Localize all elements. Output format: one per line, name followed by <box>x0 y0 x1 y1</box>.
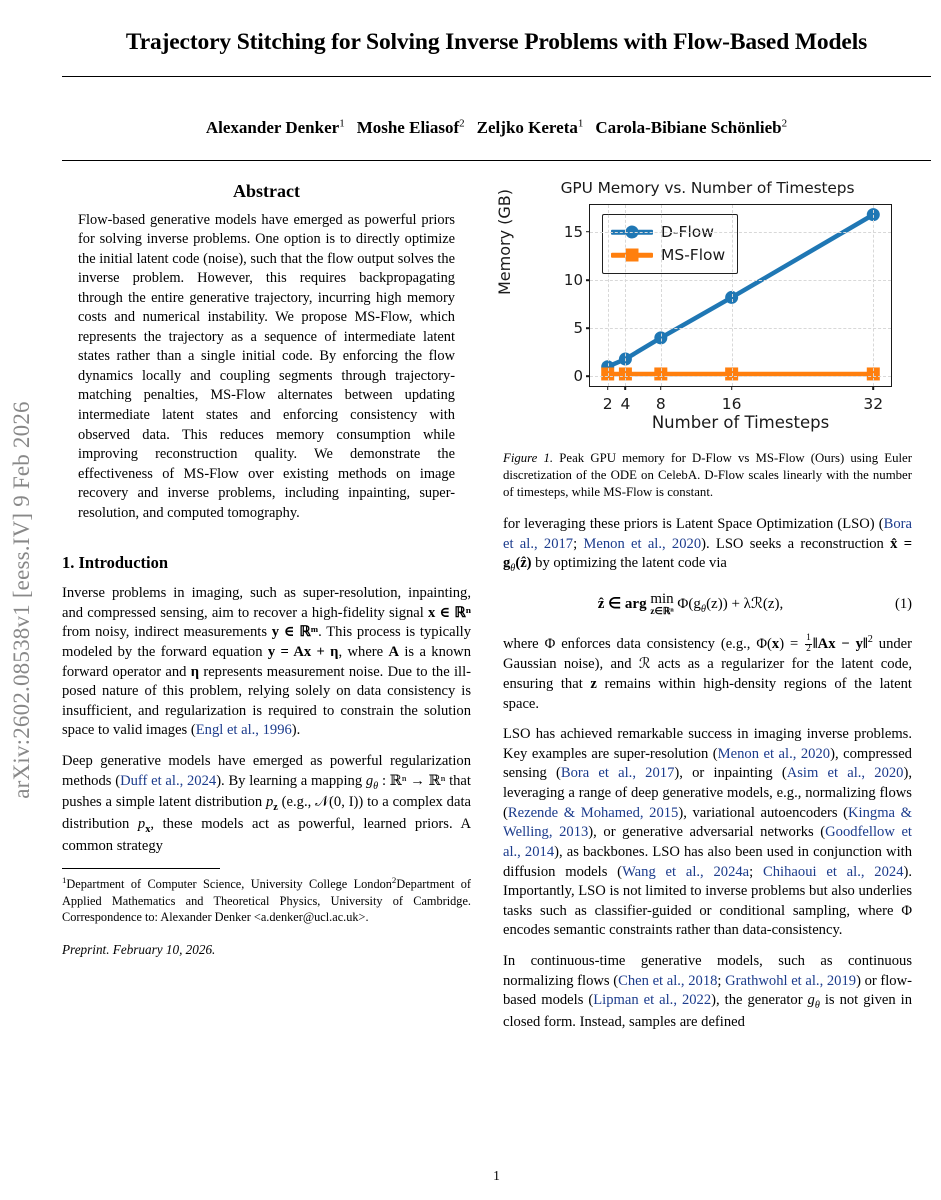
text-run: that pushes a simple latent distribution <box>62 772 471 811</box>
citation-rezende-mohamed-2015[interactable]: Rezende & Mohamed, 2015 <box>507 804 679 821</box>
abstract-heading: Abstract <box>233 180 300 201</box>
author-affiliation: 2 <box>781 117 788 130</box>
title-rule-top <box>62 76 931 77</box>
text-run: Inverse problems in imaging, such as super-resolution, inpainting, and compressed sensing, aim to recover a high-fidelity signal <box>62 585 471 621</box>
chart-title: GPU Memory vs. Number of Timesteps <box>560 178 855 197</box>
page-number: 1 <box>493 1168 500 1183</box>
citation-bora-2017[interactable]: Bora et al., 2017 <box>503 515 912 552</box>
text-run: ; <box>717 972 726 989</box>
title-block <box>52 0 941 161</box>
math-A: A <box>388 643 400 660</box>
chart-line-d-flow <box>608 214 874 366</box>
arxiv-stamp <box>0 0 44 1200</box>
chart-x-tick-mark <box>872 386 874 390</box>
equation-1 <box>503 592 912 618</box>
figure-caption-text: Peak GPU memory for D-Flow vs MS-Flow (Ours) using Euler discretization of the ODE on CelebA. D-Flow scales linearly with the number of timesteps, while MS-Flow is constant. <box>503 450 912 499</box>
author-list <box>52 117 941 138</box>
math-zhat: (ẑ) <box>515 555 532 572</box>
citation-menon-2020-b[interactable]: Menon et al., 2020 <box>717 745 831 762</box>
footnote-affiliations <box>62 875 471 925</box>
math-rn-to-rn: : ℝⁿ → ℝⁿ <box>378 772 446 789</box>
author-1 <box>357 118 465 137</box>
eq-theta-sub: θ <box>700 603 707 615</box>
author-3 <box>595 118 787 137</box>
abstract-text: Flow-based generative models have emerged as powerful priors for solving inverse problems. One option is to directly optimize the initial latent code (noise), such that the flow output solves the inverse problem. However, this requires backpropagating through the entire generative trajectory, incurring high memory costs and numerical instability. We propose MS-Flow, which represents the trajectory as a sequence of intermediate latent states rather than a single initial code. By enforcing the flow dynamics locally and coupling segments through trajectory-matching penalties, MS-Flow alternates between updating intermediate latent states and enforcing consistency with observed data. This reduces memory consumption while improving reconstruction quality. We demonstrate the effectiveness of MS-Flow over existing methods on image recovery and inverse problems, including inpainting, super-resolution, and computed tomography. <box>78 211 455 521</box>
citation-chen-2018[interactable]: Chen et al., 2018 <box>618 972 718 989</box>
text-run: from noisy, indirect measurements <box>62 624 272 641</box>
eq-min: min <box>650 590 674 607</box>
footnote-separator <box>62 868 220 869</box>
text-run: is a known forward operator and <box>62 643 472 680</box>
chart-x-tick-mark <box>660 386 662 390</box>
text-run: for leveraging these priors is Latent Space Optimization (LSO) ( <box>503 515 884 532</box>
fraction-denominator: 2 <box>806 644 811 655</box>
math-normal-dist: 𝒩(0, I) <box>315 794 359 811</box>
text-run: Deep generative models have emerged as powerful regularization methods ( <box>62 753 471 789</box>
section-heading-introduction: 1. Introduction <box>62 553 169 573</box>
footnote-marker-2: 2 <box>391 875 397 886</box>
text-run: ; <box>749 863 764 880</box>
citation-menon-2020[interactable]: Menon et al., 2020 <box>583 535 702 552</box>
chart-x-tick-label: 16 <box>721 394 742 413</box>
footnote-marker-1: 1 <box>62 875 67 886</box>
math-x-rn: x ∈ ℝⁿ <box>427 604 471 621</box>
chart-y-tick-label: 0 <box>573 367 583 386</box>
text-run: ). LSO seeks a reconstruction <box>701 535 891 552</box>
col2-paragraph-3 <box>503 725 912 941</box>
chart-gridline-horizontal <box>590 376 891 377</box>
text-run: ). <box>291 722 301 739</box>
text-run: LSO has achieved remarkable success in imaging inverse problems. Key examples are super-resolution ( <box>503 726 912 762</box>
math-theta-sub: θ <box>373 780 379 792</box>
math-z-sub: z <box>273 802 278 814</box>
math-x-sub: x <box>145 823 151 835</box>
chart-y-tick-label: 5 <box>573 319 583 338</box>
text-run: ), as backbones. LSO has also been used in conjunction with diffusion models ( <box>503 843 913 880</box>
chart-x-tick-mark <box>625 386 627 390</box>
legend-label-ms-flow: MS-Flow <box>661 246 726 265</box>
text-run: ), variational autoencoders ( <box>678 804 848 821</box>
text-run: remains within high-density regions of the latent space. <box>503 675 912 712</box>
author-affiliation: 2 <box>459 117 465 130</box>
chart-plot-area <box>563 204 892 413</box>
chart-gridline-horizontal <box>590 280 891 281</box>
citation-goodfellow-2014[interactable]: Goodfellow et al., 2014 <box>503 824 912 860</box>
chart-x-tick-mark <box>731 386 733 390</box>
chart-gridline-horizontal <box>590 232 891 233</box>
column-right <box>495 175 913 1044</box>
title-rule-bottom <box>62 160 931 161</box>
footnote-text-2: Department of Applied Mathematics and Theoretical Physics, University of Cambridge. Correspondence to: Alexander Denker <a.denker@ucl.ac.uk>. <box>62 877 471 925</box>
text-run: ), or generative adversarial networks ( <box>588 824 826 841</box>
text-run: is not given in closed form. Instead, samples are defined <box>503 992 912 1030</box>
text-run: . This process is typically modeled by the forward equation <box>62 624 471 660</box>
chart-x-axis-label: Number of Timesteps <box>651 412 830 432</box>
author-affiliation: 1 <box>577 117 584 130</box>
text-run: , where <box>338 643 389 660</box>
text-run: by optimizing the latent code via <box>531 555 727 572</box>
text-run: , these models act as powerful, learned priors. A common strategy <box>62 816 471 854</box>
intro-paragraph-2 <box>62 752 471 856</box>
chart-y-tick-label: 10 <box>563 270 583 289</box>
math-g: g <box>365 772 374 789</box>
citation-wang-2024a[interactable]: Wang et al., 2024a <box>622 863 750 880</box>
math-y-rm: y ∈ ℝᵐ <box>271 624 319 641</box>
math-p: p <box>265 794 274 811</box>
text-run: ), or inpainting ( <box>674 765 787 782</box>
eq-rhs2: (z)) + λℛ(z), <box>706 595 784 612</box>
citation-engl-1996[interactable]: Engl et al., 1996 <box>195 722 292 739</box>
col2-paragraph-4 <box>503 952 912 1033</box>
author-2 <box>477 118 584 137</box>
text-run: ). By learning a mapping <box>216 772 366 789</box>
eq-lhs: ẑ ∈ arg <box>597 595 647 612</box>
math-x: x <box>771 636 780 653</box>
text-run: ) or flow-based models ( <box>503 972 912 1009</box>
eq-rhs: Φ(g <box>677 595 701 612</box>
paper-page <box>52 0 941 1200</box>
math-norm-exponent: 2 <box>867 634 873 646</box>
math-fraction-half <box>805 634 812 655</box>
eq-min-sub: z∈ℝⁿ <box>650 606 674 617</box>
col2-paragraph-2 <box>503 633 912 714</box>
citation-asim-2020[interactable]: Asim et al., 2020 <box>786 765 904 782</box>
text-run: represents measurement noise. Due to the ill-posed nature of this problem, relying solely on data consistency is insufficient, and regularization is required to constrain the solution space to valid images ( <box>62 663 471 739</box>
math-xhat: x̂ = g <box>503 535 913 572</box>
arxiv-stamp-text: arXiv:2602.08538v1 [eess.IV] 9 Feb 2026 <box>9 401 34 799</box>
text-run: ), leveraging a range of deep generative models, e.g., normalizing flows ( <box>503 765 912 821</box>
eq-argmin <box>650 592 673 618</box>
citation-lipman-2022[interactable]: Lipman et al., 2022 <box>593 992 712 1009</box>
author-name: Carola-Bibiane Schönlieb <box>595 117 782 137</box>
figure-caption <box>503 450 912 501</box>
author-affiliation: 1 <box>339 117 345 130</box>
page-title: Trajectory Stitching for Solving Inverse Problems with Flow-Based Models <box>125 29 868 55</box>
text-run: ), compressed sensing ( <box>503 745 912 782</box>
equation-1-number: (1) <box>894 596 912 613</box>
citation-kingma-welling-2013[interactable]: Kingma & Welling, 2013 <box>503 804 912 841</box>
chart-y-tick-mark <box>586 327 590 329</box>
chart-y-axis-label: Memory (GB) <box>495 188 514 295</box>
citation-chihaoui-2024[interactable]: Chihaoui et al., 2024 <box>763 863 904 880</box>
legend-label-d-flow: D-Flow <box>661 223 714 242</box>
chart-x-tick-label: 2 <box>602 394 613 413</box>
figure-1 <box>495 177 912 501</box>
citation-bora-2017-b[interactable]: Bora et al., 2017 <box>560 765 675 782</box>
chart-y-tick-mark <box>586 375 590 377</box>
math-g-theta: g <box>807 992 815 1009</box>
chart-x-tick-label: 4 <box>620 394 631 413</box>
math-norm: ‖Ax − y‖ <box>812 636 868 653</box>
chart-y-tick-mark <box>586 231 590 233</box>
text-run: ) = <box>779 636 805 653</box>
figure-label: Figure 1. <box>503 450 554 465</box>
author-name: Zeljko Kereta <box>476 117 578 137</box>
author-name: Alexander Denker <box>205 117 340 137</box>
chart-x-tick-label: 8 <box>655 394 666 413</box>
footnote-text-1: Department of Computer Science, University College London <box>66 877 392 892</box>
intro-paragraph-1 <box>62 584 471 741</box>
col2-paragraph-1 <box>503 515 912 576</box>
chart-y-tick-mark <box>586 279 590 281</box>
math-z: z <box>590 675 597 692</box>
math-theta-sub: θ <box>510 563 516 575</box>
math-forward-eq: y = Ax + η <box>267 643 339 660</box>
column-left <box>62 175 471 1044</box>
text-run: ). Importantly, LSO is not limited to inverse problems but also underlies tasks such as classifier-guided or conditional sampling, where Φ encodes semantic constraints rather than data-consistency. <box>503 863 913 939</box>
author-0 <box>206 118 345 137</box>
preprint-notice: Preprint. February 10, 2026. <box>62 942 216 958</box>
equation-1-body <box>503 592 878 618</box>
math-theta-sub: θ <box>814 1000 820 1012</box>
text-run: where Φ enforces data consistency (e.g., Φ( <box>503 636 772 653</box>
chart-x-tick-mark <box>607 386 609 390</box>
text-run: (e.g., <box>277 794 316 811</box>
chart-y-tick-label: 15 <box>563 222 583 241</box>
citation-grathwohl-2019[interactable]: Grathwohl et al., 2019 <box>725 972 857 989</box>
text-run: ) to a complex data distribution <box>62 794 471 832</box>
gpu-memory-chart <box>495 177 912 442</box>
text-run: under Gaussian noise), and ℛ acts as a regularizer for the latent code, ensuring that <box>503 636 912 692</box>
math-p2: p <box>137 816 146 832</box>
two-column-body <box>52 175 941 1044</box>
chart-gridline-horizontal <box>590 328 891 329</box>
text-run: ; <box>573 535 584 552</box>
chart-x-tick-label: 32 <box>863 394 884 413</box>
text-run: ), the generator <box>711 992 808 1009</box>
citation-duff-2024[interactable]: Duff et al., 2024 <box>120 772 217 789</box>
text-run: In continuous-time generative models, such as continuous normalizing flows ( <box>503 953 912 989</box>
math-eta: η <box>190 663 200 680</box>
author-name: Moshe Eliasof <box>356 117 460 137</box>
fraction-numerator: 1 <box>806 633 811 644</box>
